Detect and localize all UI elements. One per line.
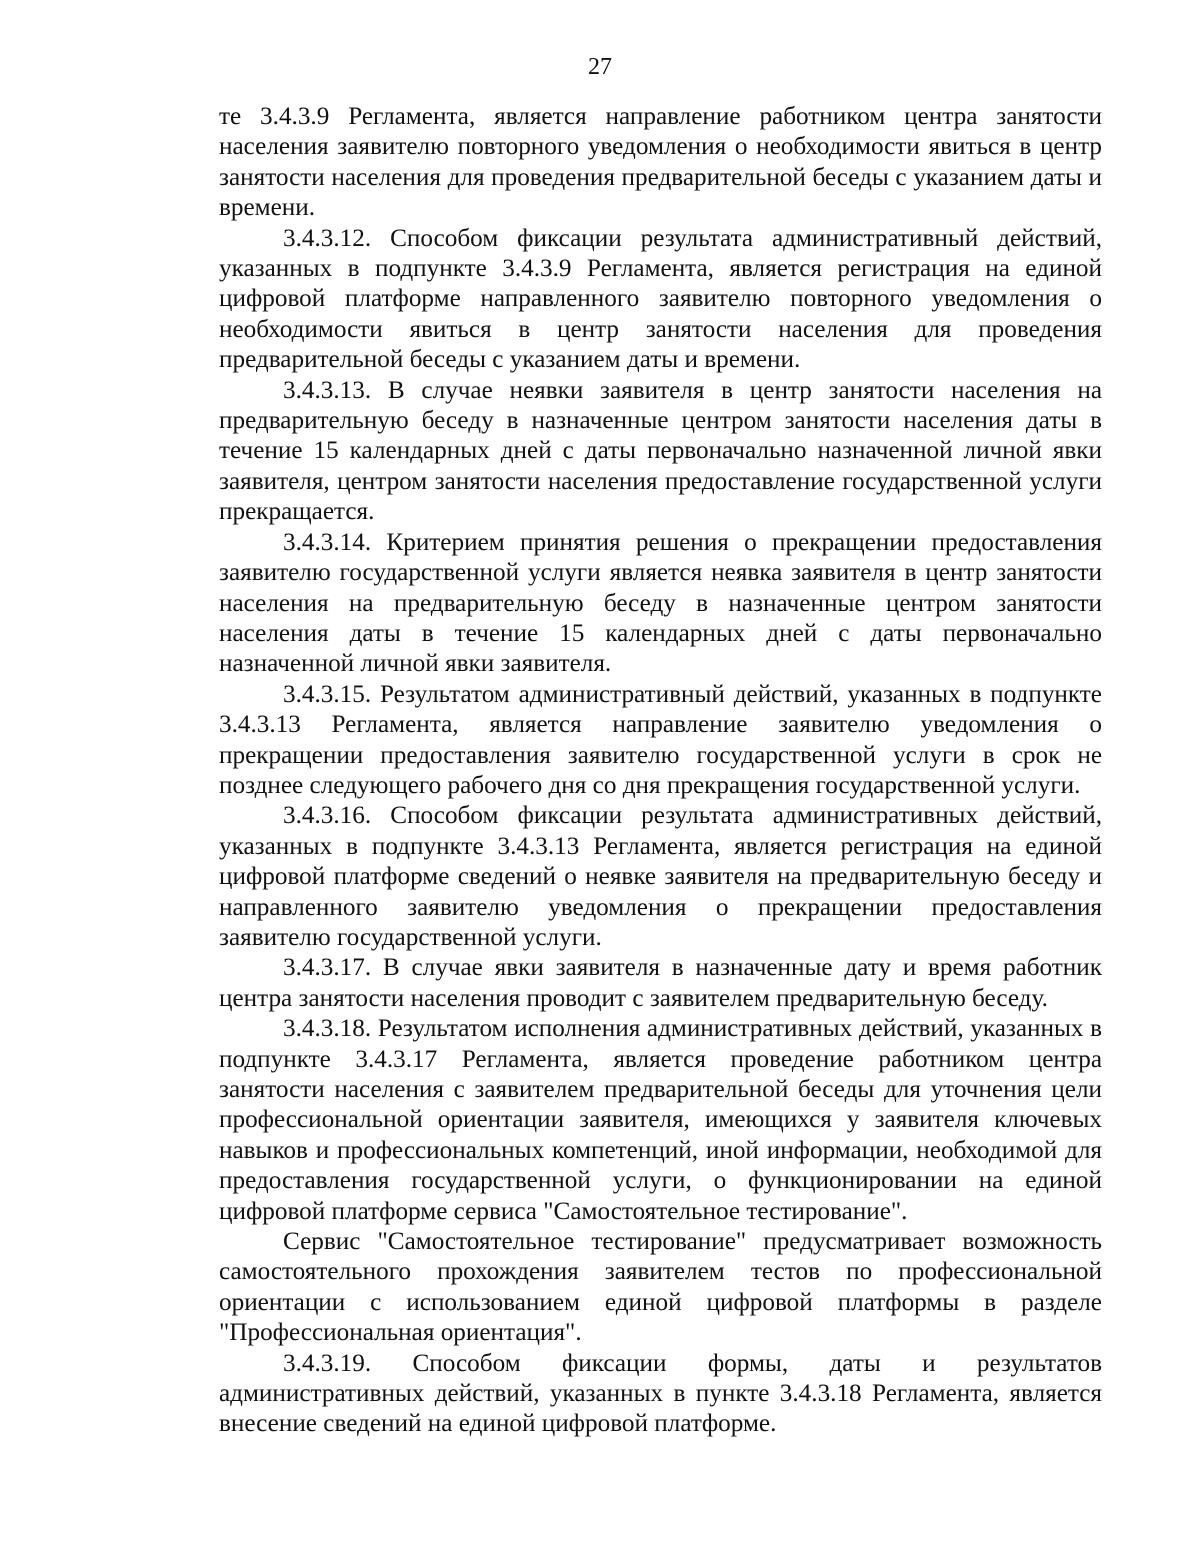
paragraph-3-4-3-13: 3.4.3.13. В случае неявки заявителя в центр занятости населения на предварительную беседу в назначенные центром занятости населения даты в течение 15 календарных дней с даты первоначально назначенной личной явки заявителя, центром занятости населения предоставление государственной услуги прекращается.: [219, 376, 1102, 526]
paragraph-continuation: те 3.4.3.9 Регламента, является направление работником центра занятости населения заявителю повторного уведомления о необходимости явиться в центр занятости населения для проведения предварительной беседы с указанием даты и времени.: [219, 103, 1102, 222]
document-body: [219, 102, 1102, 1440]
paragraph-3-4-3-15: 3.4.3.15. Результатом административный действий, указанных в подпункте 3.4.3.13 Регламента, является направление заявителю уведомления о прекращении предоставления заявителю государственной услуги в срок не позднее следующего рабочего дня со дня прекращения государственной услуги.: [219, 680, 1102, 799]
paragraph-3-4-3-17: 3.4.3.17. В случае явки заявителя в назначенные дату и время работник центра занятости населения проводит с заявителем предварительную беседу.: [219, 954, 1102, 1012]
paragraph-3-4-3-12: 3.4.3.12. Способом фиксации результата административный действий, указанных в подпункте 3.4.3.9 Регламента, является регистрация на единой цифровой платформе направленного заявителю повторного уведомления о необходимости явиться в центр занятости населения для проведения предварительной беседы с указанием даты и времени.: [219, 224, 1102, 374]
paragraph-3-4-3-19: 3.4.3.19. Способом фиксации формы, даты и результатов административных действий, указанных в пункте 3.4.3.18 Регламента, является внесение сведений на единой цифровой платформе.: [219, 1349, 1102, 1438]
paragraph-self-testing-service: Сервис "Самостоятельное тестирование" предусматривает возможность самостоятельного прохождения заявителем тестов по профессиональной ориентации с использованием единой цифровой платформы в разделе "Профессиональная ориентация".: [219, 1228, 1102, 1347]
paragraph-3-4-3-18: 3.4.3.18. Результатом исполнения административных действий, указанных в подпункте 3.4.3.17 Регламента, является проведение работником центра занятости населения с заявителем предварительной беседы для уточнения цели профессиональной ориентации заявителя, имеющихся у заявителя ключевых навыков и профессиональных компетенций, иной информации, необходимой для предоставления государственной услуги, о функционировании на единой цифровой платформе сервиса "Самостоятельное тестирование".: [219, 1015, 1102, 1225]
paragraph-3-4-3-14: 3.4.3.14. Критерием принятия решения о прекращении предоставления заявителю государственной услуги является неявка заявителя в центр занятости населения на предварительную беседу в назначенные центром занятости населения даты в течение 15 календарных дней с даты первоначально назначенной личной явки заявителя.: [219, 528, 1102, 678]
paragraph-3-4-3-16: 3.4.3.16. Способом фиксации результата административных действий, указанных в подпункте 3.4.3.13 Регламента, является регистрация на единой цифровой платформе сведений о неявке заявителя на предварительную беседу и направленного заявителю уведомления о прекращении предоставления заявителю государственной услуги.: [219, 802, 1102, 951]
page-number: 27: [588, 54, 612, 80]
